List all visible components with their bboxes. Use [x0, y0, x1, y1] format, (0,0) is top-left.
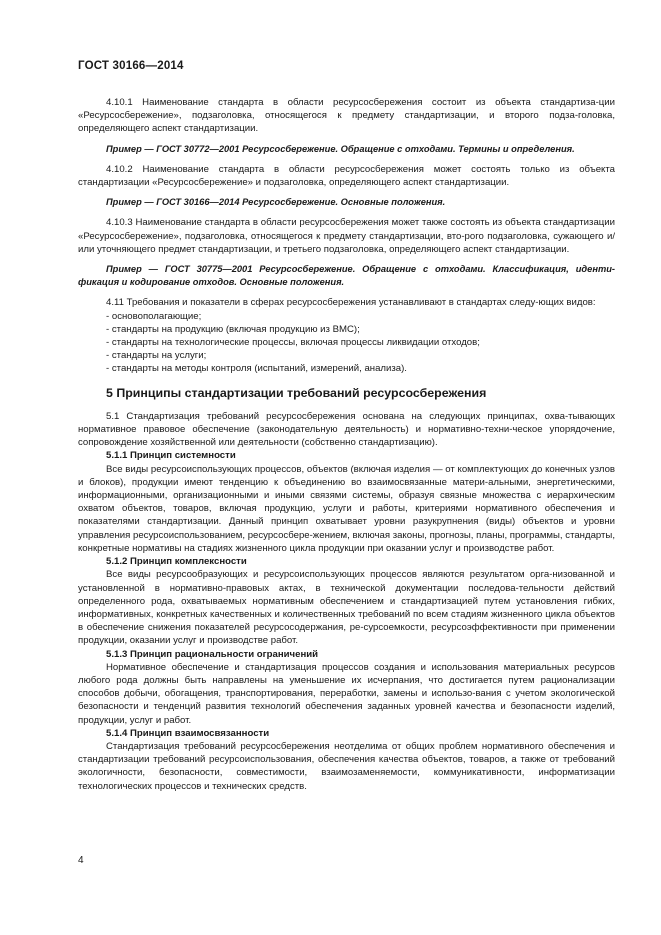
document-header: ГОСТ 30166—2014 [78, 60, 184, 72]
paragraph-5-1-2: Все виды ресурсообразующих и ресурсоиспользующих процессов являются результатом орга-низованной и установленной в нормативно-правовых актах, в технической документации последова-тельности действий определенного рода, охватываемых нормативным обеспечением и стандартизацией путем установления гибких, информативных, конкретных качественных и количественных требований по всем стадиям жизненного цикла объектов в обеспечение снижения показателей ресурсосодержания, ре-сурсоемкости, ресурсоэффективности при применении продукции, оказании услуг и производстве работ. [78, 569, 615, 647]
paragraph-4-10-3: 4.10.3 Наименование стандарта в области ресурсосбережения может также состоять из объекта стандартизации «Ресурсосбережение», подзаголовка, относящегося к предмету стандартизации, вто-рого подзаголовка, сужающего и/или уточняющего предмет стандартизации, и третьего подзаголовка, определяющего аспект стандартизации. [78, 217, 615, 255]
example-3: Пример — ГОСТ 30775—2001 Ресурсосбережение. Обращение с отходами. Классификация, иденти-фикация и кодирование отходов. Основные положения. [78, 264, 615, 288]
list-item: - стандарты на технологические процессы, включая процессы ликвидации отходов; [106, 337, 480, 349]
paragraph-4-11: 4.11 Требования и показатели в сферах ресурсосбережения устанавливают в стандартах следу-ющих видов: [106, 297, 596, 309]
paragraph-4-10-2: 4.10.2 Наименование стандарта в области ресурсосбережения может состоять только из объекта стандартизации «Ресурсосбережение» и подзаголовка, определяющего аспект стандартизации. [78, 163, 615, 189]
example-2: Пример — ГОСТ 30166—2014 Ресурсосбережение. Основные положения. [106, 197, 446, 208]
subsection-5-1-4-heading: 5.1.4 Принцип взаимосвязанности [106, 727, 270, 739]
subsection-5-1-2-heading: 5.1.2 Принцип комплексности [106, 556, 247, 568]
paragraph-5-1-4: Стандартизация требований ресурсосбережения неотделима от общих проблем нормативного обеспечения и стандартизации требований ресурсоиспользования, обеспечения качества объектов, товаров, а также от требований экологичности, безопасности, совместимости, взаимозаменяемости, коммуникативности, информатизации технологических процессов и технических средств. [78, 740, 615, 792]
paragraph-4-10-1: 4.10.1 Наименование стандарта в области ресурсосбережения состоит из объекта стандартиза-ции «Ресурсосбережение», подзаголовка, относящегося к предмету стандартизации, и второго подза-головка, определяющего аспект стандартизации. [78, 97, 615, 135]
list-item: - стандарты на продукцию (включая продукцию из ВМС); [106, 323, 360, 335]
paragraph-5-1: 5.1 Стандартизация требований ресурсосбережения основана на следующих принципах, охва-тывающих нормативное правовое обеспечение (законодательную деятельность) и нормативно-техни-ческое упорядочение, сопровождение хозяйственной или деятельности (собственно стандартизацию). [78, 410, 615, 449]
list-item: - стандарты на услуги; [106, 350, 207, 362]
paragraph-5-1-3: Нормативное обеспечение и стандартизация процессов создания и использования материальных ресурсов любого рода должны быть направлены на уменьшение их исчерпания, что достигается путем рационализации способов добычи, обогащения, транспортирования, переработки, замены и использо-вания с учетом экологической безопасности и тенденций развития технологий обеспечения заданных уровней качества и безопасности изделий, продукции, услуг и работ. [78, 661, 615, 726]
list-item: - основополагающие; [106, 310, 202, 322]
paragraph-5-1-1: Все виды ресурсоиспользующих процессов, объектов (включая изделия — от комплектующих до конечных узлов и блоков), продукции имеют тенденцию к объединению во взаимосвязанные матери-альными, энергетическими, информационными, организационными и иными связями системы, образуя связные множества с иерархическим охватом объектов, товаров, включая продукцию, услуги и работы, критериями нормативного обеспечения и показателями стандартизации. Данный принцип охватывает уровни разукрупнения (виды) объектов и уровни управления ресурсоиспользованием, ресурсосбере-жением, включая законы, прогнозы, планы, программы, стандарты, конкретные нормативы на стадиях жизненного цикла продукции при оказании услуг и производстве работ. [78, 463, 615, 554]
section-5-heading: 5 Принципы стандартизации требований ресурсосбережения [106, 385, 487, 400]
page-number: 4 [78, 855, 84, 866]
list-item: - стандарты на методы контроля (испытаний, измерений, анализа). [106, 363, 407, 375]
example-1: Пример — ГОСТ 30772—2001 Ресурсосбережение. Обращение с отходами. Термины и определения. [106, 143, 575, 154]
subsection-5-1-3-heading: 5.1.3 Принцип рациональности ограничений [106, 648, 319, 660]
document-body [78, 96, 615, 793]
subsection-5-1-1-heading: 5.1.1 Принцип системности [106, 450, 236, 462]
